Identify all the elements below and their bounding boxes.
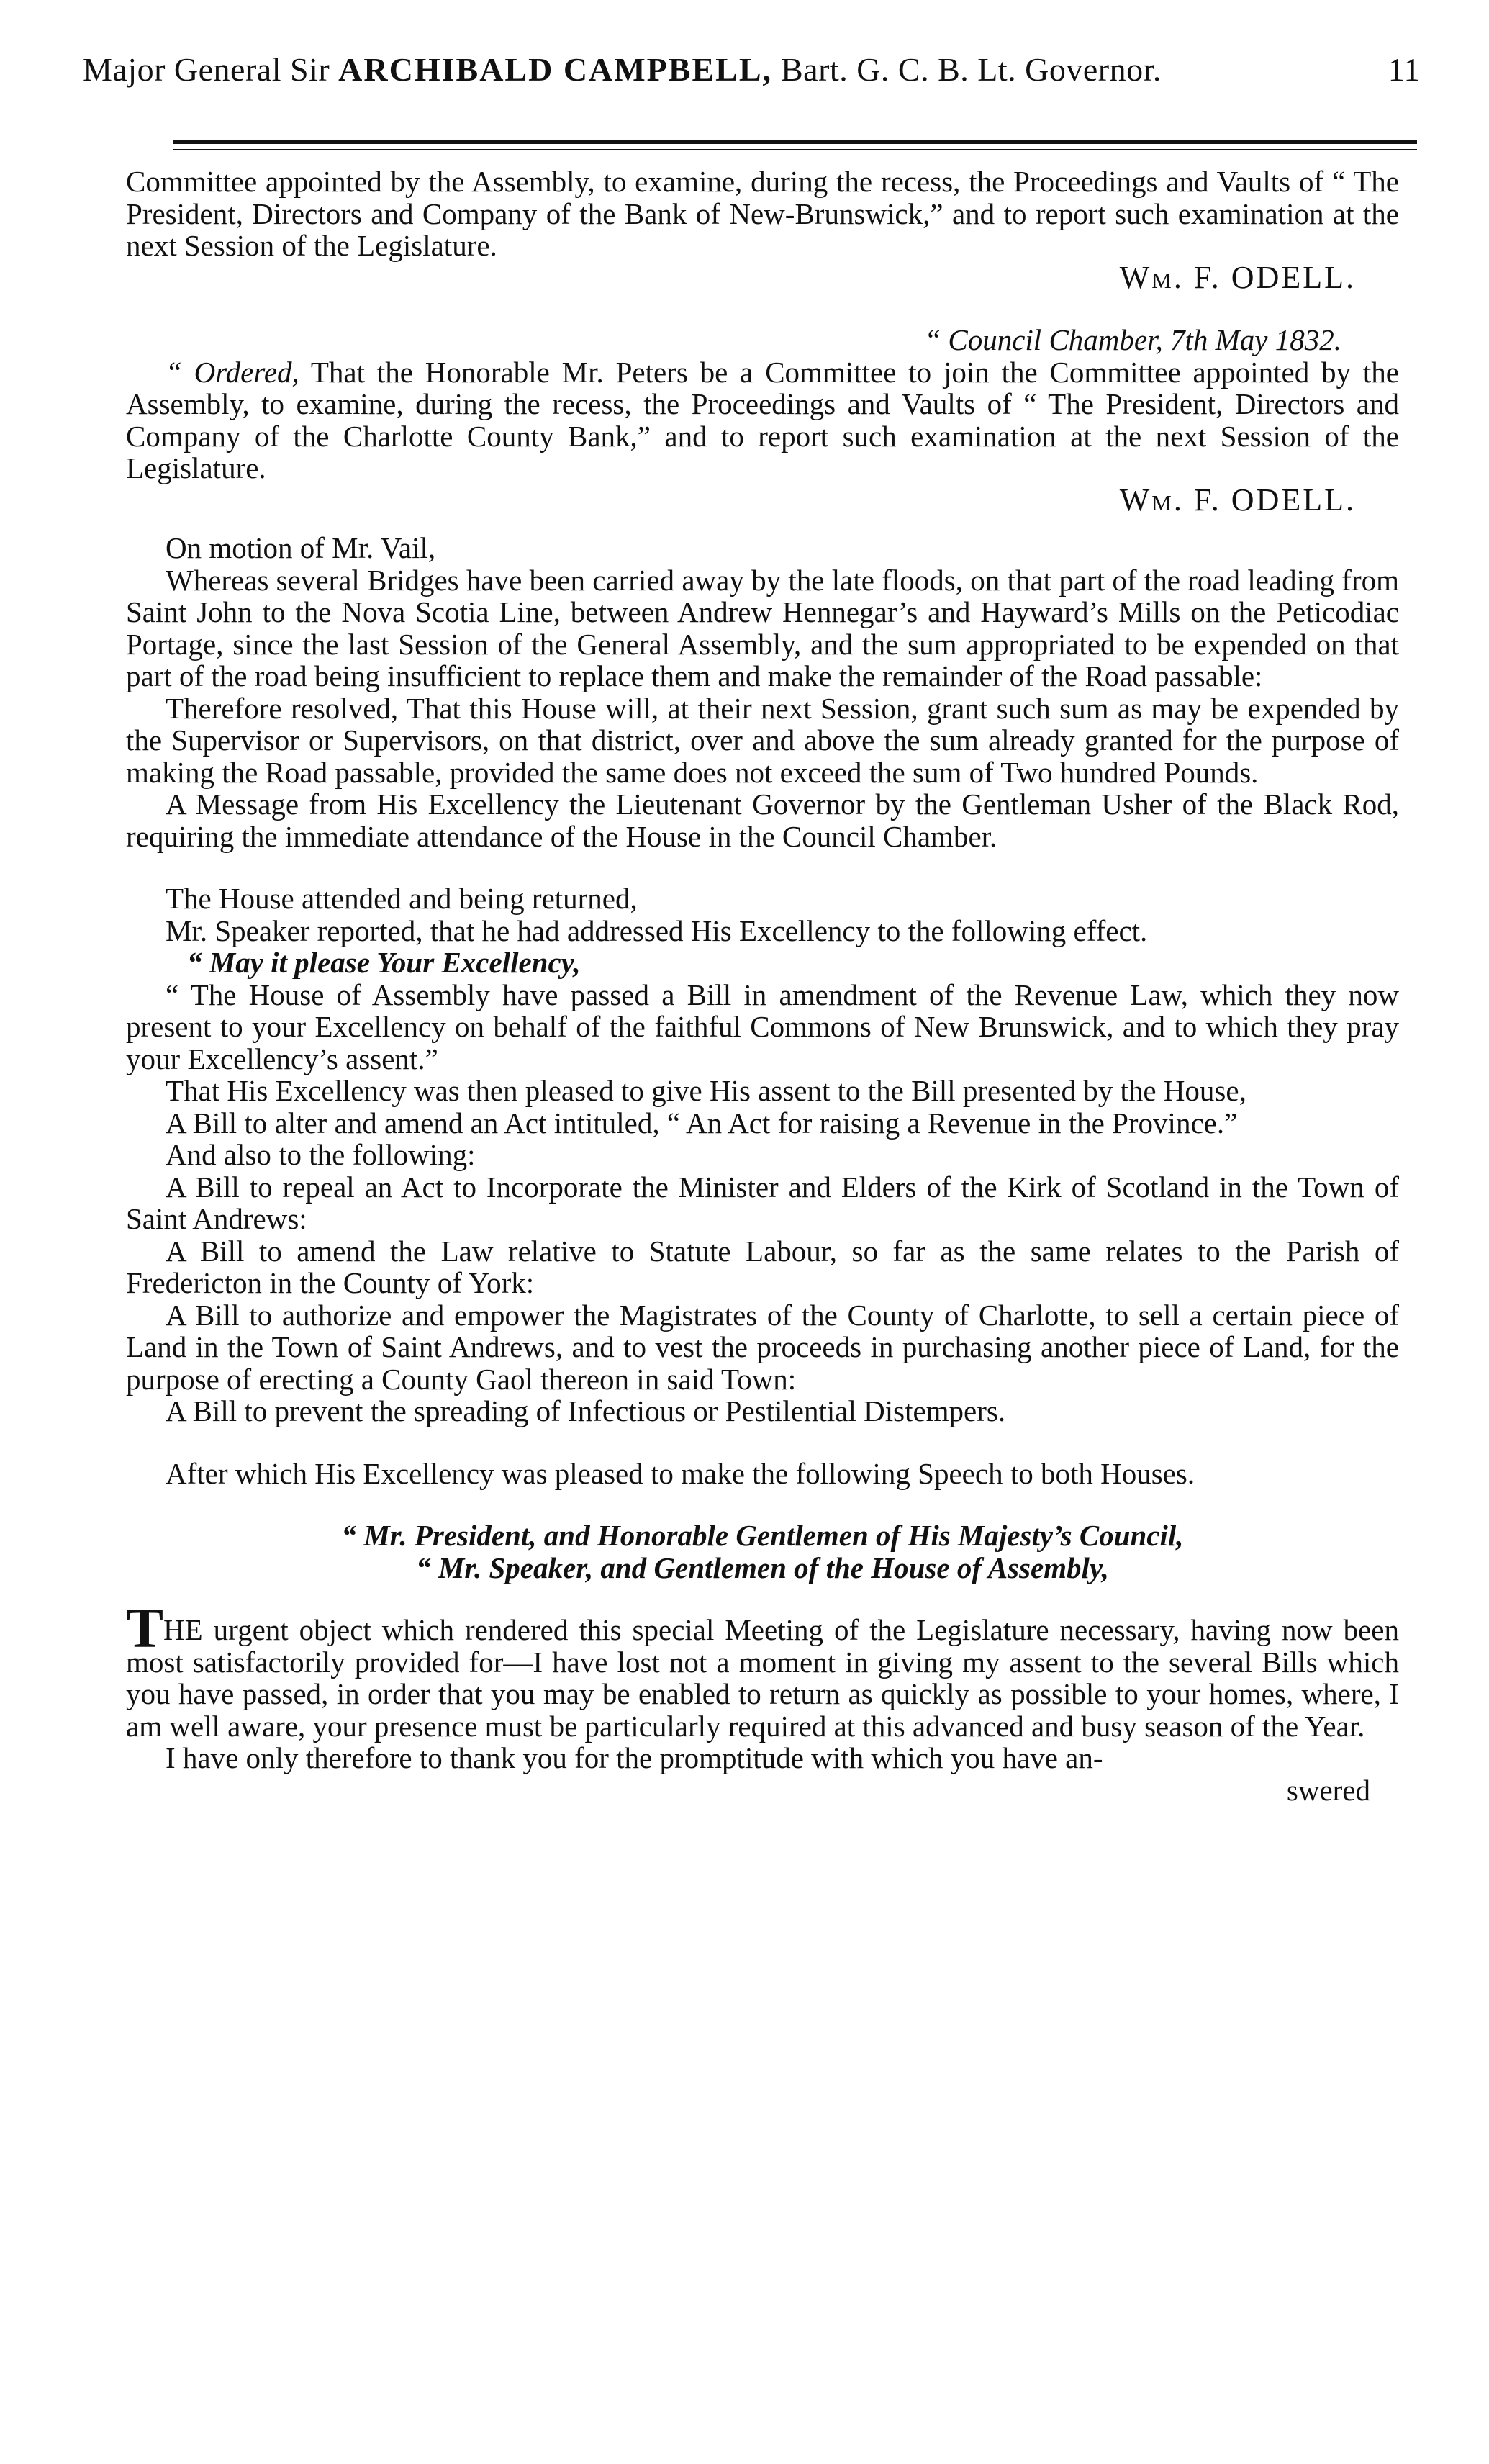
paragraph-whereas: Whereas several Bridges have been carried away by the late floods, on that part of the road leading from Saint John to the Nova Scotia Line, between Andrew Hennegar’s and Hayward’s Mills on the Peticodiac Portage, since the last Session of the General Assembly, and the sum appropriated to be expended on that part of the road being insufficient to replace them and make the remainder of the Road passable: <box>126 563 1399 692</box>
ordered-text: That the Honorable Mr. Peters be a Committee to join the Committee appointed by the Assembly, to examine, during the recess, the Proceedings and Vaults of “ The President, Directors and Company of the Charlotte County Bank,” and to report such examination at the next Session of the Legislature. <box>126 355 1399 484</box>
paragraph-assent: That His Excellency was then pleased to give His assent to the Bill presented by the House, <box>166 1074 1246 1107</box>
salutation-council: “ Mr. President, and Honorable Gentlemen of His Majesty’s Council, <box>341 1519 1184 1552</box>
paragraph-may-it-please: “ May it please Your Excellency, <box>187 946 581 979</box>
paragraph-and-also: And also to the following: <box>166 1138 476 1171</box>
paragraph-bill-revenue: A Bill to alter and amend an Act intituled, “ An Act for raising a Revenue in the Province.” <box>166 1106 1238 1140</box>
header-rule-thin <box>173 149 1417 150</box>
header-title-suffix: Bart. G. C. B. Lt. Governor. <box>781 51 1162 88</box>
catchword: swered <box>1286 1773 1370 1807</box>
paragraph-house-attended: The House attended and being returned, <box>166 882 638 915</box>
paragraph-speaker-reported: Mr. Speaker reported, that he had addressed His Excellency to the following effect. <box>166 913 1148 947</box>
speech-body-text: HE urgent object which rendered this special Meeting of the Legislature necessary, having now been most satisfactorily provided for—I have lost not a moment in giving my assent to the several Bills which you have passed, in order that you may be enabled to return as quickly as possible to your homes, where, I am well aware, your presence must be particularly required at this advanced and busy season of the Year. <box>126 1613 1399 1743</box>
document-body <box>126 166 1399 1806</box>
paragraph-speech-body <box>126 1597 1399 1743</box>
paragraph-committee-bank: Committee appointed by the Assembly, to examine, during the recess, the Proceedings and Vaults of “ The President, Directors and Company of the Bank of New-Brunswick,” and to report such examination at the next Session of the Legislature. <box>126 165 1399 262</box>
page-number: 11 <box>1388 51 1421 88</box>
header-rule-thick <box>173 140 1417 144</box>
drop-cap: T <box>126 1597 164 1659</box>
header-title-name: ARCHIBALD CAMPBELL, <box>338 51 772 88</box>
spacer <box>126 294 1399 324</box>
paragraph-speech-intro: After which His Excellency was pleased to make the following Speech to both Houses. <box>166 1456 1195 1490</box>
paragraph-bill-kirk: A Bill to repeal an Act to Incorporate the Minister and Elders of the Kirk of Scotland in the Town of Saint Andrews: <box>126 1170 1399 1235</box>
dateline-council-chamber: “ Council Chamber, 7th May 1832. <box>924 323 1341 356</box>
spacer <box>126 852 1399 883</box>
ordered-lead: “ Ordered, <box>166 355 299 389</box>
spacer <box>126 1427 1399 1458</box>
paragraph-bill-distempers: A Bill to prevent the spreading of Infectious or Pestilential Distempers. <box>166 1394 1006 1427</box>
spacer <box>126 516 1399 532</box>
signature-odell-1: Wm. F. ODELL. <box>1119 259 1356 295</box>
running-header <box>83 50 1421 89</box>
paragraph-bill-magistrates: A Bill to authorize and empower the Magistrates of the County of Charlotte, to sell a certain piece of Land in the Town of Saint Andrews, and to vest the proceeds in purchasing another piece of Land, for the purpose of erecting a County Gaol thereon in said Town: <box>126 1298 1399 1396</box>
salutation-assembly: “ Mr. Speaker, and Gentlemen of the House of Assembly, <box>416 1551 1109 1584</box>
paragraph-ordered <box>126 356 1399 484</box>
spacer <box>126 1489 1399 1520</box>
paragraph-resolved: Therefore resolved, That this House will, at their next Session, grant such sum as may be expended by the Supervisor or Supervisors, on that district, over and above the sum already granted for the purpose of making the Road passable, provided the same does not exceed the sum of Two hundred Pounds. <box>126 691 1399 789</box>
header-title-prefix: Major General Sir <box>83 51 330 88</box>
paragraph-motion: On motion of Mr. Vail, <box>166 531 436 564</box>
spacer <box>126 1584 1399 1614</box>
header-title <box>83 50 1162 89</box>
signature-odell-2: Wm. F. ODELL. <box>1119 482 1356 518</box>
paragraph-bill-statute-labour: A Bill to amend the Law relative to Statute Labour, so far as the same relates to the Parish of Fredericton in the County of York: <box>126 1234 1399 1299</box>
paragraph-assembly-address: “ The House of Assembly have passed a Bill in amendment of the Revenue Law, which they now present to your Excellency on behalf of the faithful Commons of New Brunswick, and to which they pray your Excellency’s assent.” <box>126 978 1399 1075</box>
paragraph-thanks: I have only therefore to thank you for the promptitude with which you have an- <box>166 1741 1103 1774</box>
paragraph-message: A Message from His Excellency the Lieutenant Governor by the Gentleman Usher of the Black Rod, requiring the immediate attendance of the House in the Council Chamber. <box>126 788 1399 853</box>
